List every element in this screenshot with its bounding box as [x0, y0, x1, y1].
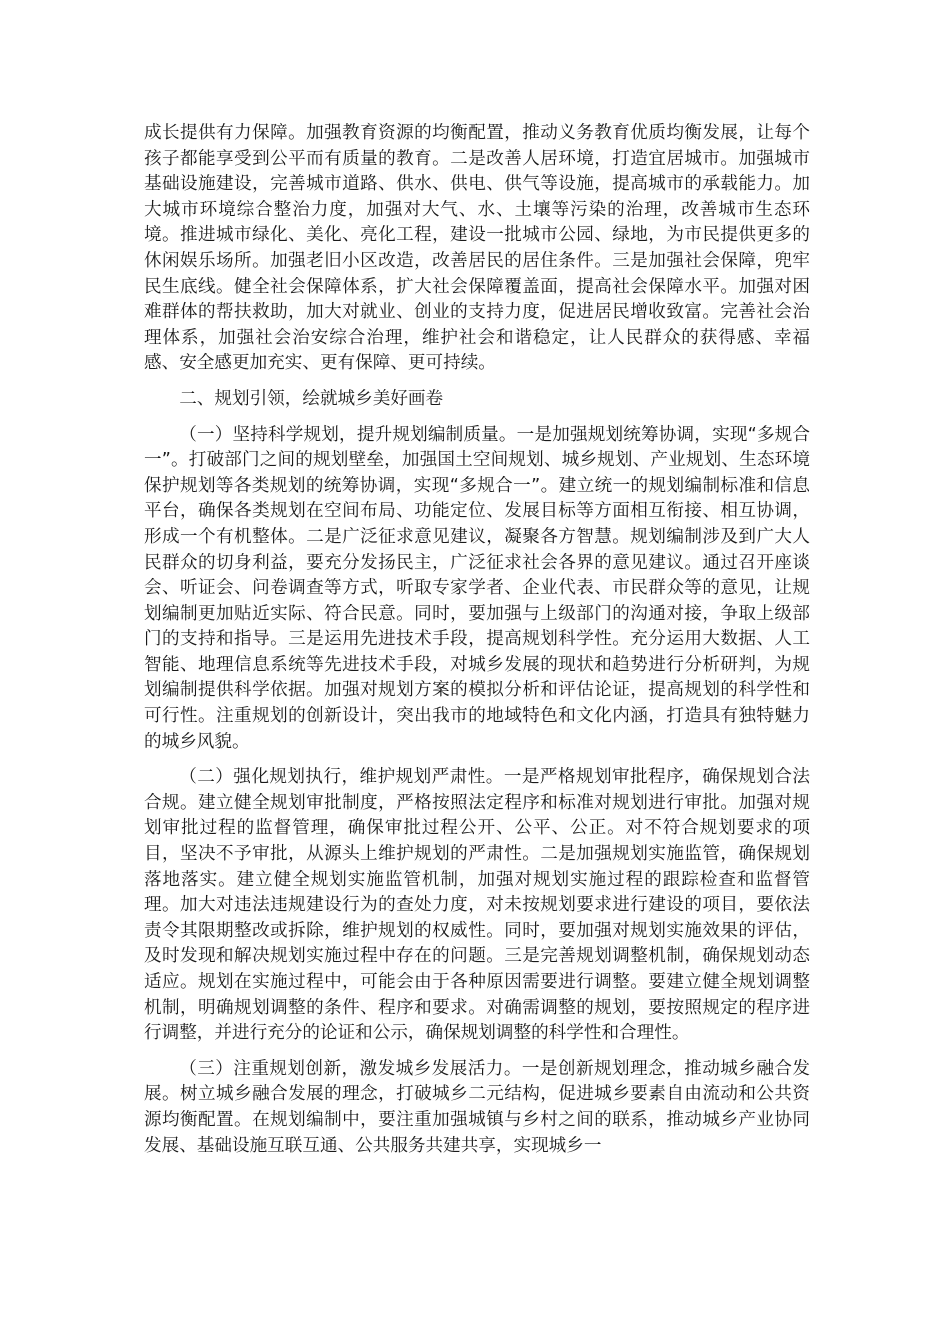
paragraph-subsection-3: （三）注重规划创新，激发城乡发展活力。一是创新规划理念，推动城乡融合发展。树立城乡融合发展的理念，打破城乡二元结构，促进城乡要素自由流动和公共资源均衡配置。在规划编制中，要注重加强城镇与乡村之间的联系，推动城乡产业协同发展、基础设施互联互通、公共服务共建共享，实现城乡一: [144, 1058, 810, 1156]
document-body: [144, 121, 810, 1169]
paragraph-subsection-1: （一）坚持科学规划，提升规划编制质量。一是加强规划统筹协调，实现“多规合一”。打破部门之间的规划壁垒，加强国土空间规划、城乡规划、产业规划、生态环境保护规划等各类规划的统筹协调，实现“多规合一”。建立统一的规划编制标准和信息平台，确保各类规划在空间布局、功能定位、发展目标等方面相互衔接、相互协调，形成一个有机整体。二是广泛征求意见建议，凝聚各方智慧。规划编制涉及到广大人民群众的切身利益，要充分发扬民主，广泛征求社会各界的意见建议。通过召开座谈会、听证会、问卷调查等方式，听取专家学者、企业代表、市民群众等的意见，让规划编制更加贴近实际、符合民意。同时，要加强与上级部门的沟通对接，争取上级部门的支持和指导。三是运用先进技术手段，提高规划科学性。充分运用大数据、人工智能、地理信息系统等先进技术手段，对城乡发展的现状和趋势进行分析研判，为规划编制提供科学依据。加强对规划方案的模拟分析和评估论证，提高规划的科学性和可行性。注重规划的创新设计，突出我市的地域特色和文化内涵，打造具有独特魅力的城乡风貌。: [144, 424, 810, 752]
section-heading: 二、规划引领，绘就城乡美好画卷: [179, 388, 444, 409]
paragraph-continuation: 成长提供有力保障。加强教育资源的均衡配置，推动义务教育优质均衡发展，让每个孩子都能享受到公平而有质量的教育。二是改善人居环境，打造宜居城市。加强城市基础设施建设，完善城市道路、供水、供电、供气等设施，提高城市的承载能力。加大城市环境综合整治力度，加强对大气、水、土壤等污染的治理，改善城市生态环境。推进城市绿化、美化、亮化工程，建设一批城市公园、绿地，为市民提供更多的休闲娱乐场所。加强老旧小区改造，改善居民的居住条件。三是加强社会保障，兜牢民生底线。健全社会保障体系，扩大社会保障覆盖面，提高社会保障水平。加强对困难群体的帮扶救助，加大对就业、创业的支持力度，促进居民增收致富。完善社会治理体系，加强社会治安综合治理，维护社会和谐稳定，让人民群众的获得感、幸福感、安全感更加充实、更有保障、更可持续。: [144, 123, 810, 374]
paragraph-subsection-2: （二）强化规划执行，维护规划严肃性。一是严格规划审批程序，确保规划合法合规。建立健全规划审批制度，严格按照法定程序和标准对规划进行审批。加强对规划审批过程的监督管理，确保审批过程公开、公平、公正。对不符合规划要求的项目，坚决不予审批，从源头上维护规划的严肃性。二是加强规划实施监管，确保规划落地落实。建立健全规划实施监管机制，加强对规划实施过程的跟踪检查和监督管理。加大对违法违规建设行为的查处力度，对未按规划要求进行建设的项目，要依法责令其限期整改或拆除，维护规划的权威性。同时，要加强对规划实施效果的评估，及时发现和解决规划实施过程中存在的问题。三是完善规划调整机制，确保规划动态适应。规划在实施过程中，可能会由于各种原因需要进行调整。要建立健全规划调整机制，明确规划调整的条件、程序和要求。对确需调整的规划，要按照规定的程序进行调整，并进行充分的论证和公示，确保规划调整的科学性和合理性。: [144, 767, 810, 1044]
